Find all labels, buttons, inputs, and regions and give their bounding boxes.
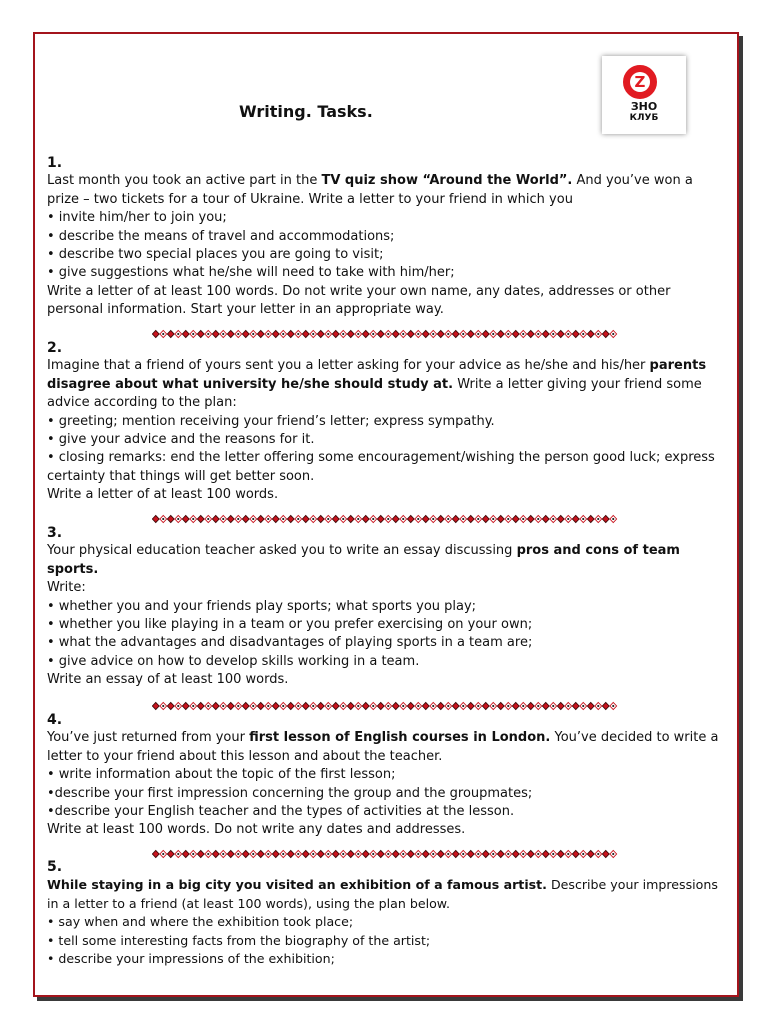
task-line: •describe your first impression concerning the group and the groupmates; bbox=[47, 785, 533, 801]
task-line: Write an essay of at least 100 words. bbox=[47, 672, 289, 688]
task-2 bbox=[47, 339, 719, 505]
page-title: Writing. Tasks. bbox=[239, 102, 373, 121]
task-intro: While staying in a big city you visited an exhibition of a famous artist. Describe your impressions in a letter to a friend (at least 100 words), using the plan below. bbox=[47, 877, 718, 911]
ornament-divider bbox=[152, 329, 618, 339]
logo-text-line2: КЛУБ bbox=[629, 113, 659, 123]
task-line: Write at least 100 words. Do not write any dates and addresses. bbox=[47, 822, 466, 838]
task-line: • describe the means of travel and accommodations; bbox=[47, 228, 395, 244]
task-line: • describe two special places you are going to visit; bbox=[47, 247, 384, 263]
task-line: Write a letter of at least 100 words. bbox=[47, 487, 279, 503]
task-line: • say when and where the exhibition took place; bbox=[47, 914, 354, 930]
task-5 bbox=[47, 858, 719, 968]
task-line: • give your advice and the reasons for it. bbox=[47, 432, 315, 448]
task-line: • give suggestions what he/she will need to take with him/her; bbox=[47, 265, 455, 281]
task-line: • describe your impressions of the exhibition; bbox=[47, 951, 335, 967]
task-line: • greeting; mention receiving your friend’s letter; express sympathy. bbox=[47, 413, 495, 429]
task-intro: Last month you took an active part in the TV quiz show “Around the World”. And you’ve won a prize – two tickets for a tour of Ukraine. Write a letter to your friend in which you bbox=[47, 173, 693, 207]
task-intro: Your physical education teacher asked you to write an essay discussing pros and cons of team sports. bbox=[47, 543, 680, 577]
logo-text-line1: ЗНО bbox=[630, 100, 658, 113]
task-3 bbox=[47, 524, 719, 690]
task-line: • give advice on how to develop skills working in a team. bbox=[47, 653, 420, 669]
task-line: • tell some interesting facts from the biography of the artist; bbox=[47, 932, 431, 948]
task-1 bbox=[47, 154, 719, 320]
task-line: Write a letter of at least 100 words. Do not write your own name, any dates, addresses or other personal information. Start your letter in an appropriate way. bbox=[47, 283, 671, 318]
task-line: • whether you and your friends play sports; what sports you play; bbox=[47, 598, 477, 614]
task-line: •describe your English teacher and the types of activities at the lesson. bbox=[47, 804, 515, 820]
task-number: 2. bbox=[47, 340, 63, 356]
task-line: • write information about the topic of the first lesson; bbox=[47, 767, 396, 783]
task-line: • what the advantages and disadvantages of playing sports in a team are; bbox=[47, 635, 533, 651]
task-line: • closing remarks: end the letter offering some encouragement/wishing the person good luck; express certainty that things will get better soon. bbox=[47, 450, 715, 484]
zno-club-logo bbox=[602, 56, 686, 134]
task-line: • whether you like playing in a team or you prefer exercising on your own; bbox=[47, 617, 533, 633]
task-number: 4. bbox=[47, 712, 63, 728]
task-intro: Imagine that a friend of yours sent you a letter asking for your advice as he/she and his/her parents disagree about what university he/she should study at. Write a letter giving your friend some advice according to the plan: bbox=[47, 358, 707, 411]
task-intro: You’ve just returned from your first lesson of English courses in London. You’ve decided to write a letter to your friend about this lesson and about the teacher. bbox=[47, 730, 719, 764]
ornament-divider bbox=[152, 514, 618, 524]
ornament-divider bbox=[152, 701, 618, 711]
task-number: 3. bbox=[47, 525, 63, 541]
task-number: 5. bbox=[47, 859, 63, 875]
task-number: 1. bbox=[47, 155, 63, 171]
task-4 bbox=[47, 711, 719, 840]
task-line: • invite him/her to join you; bbox=[47, 210, 227, 226]
logo-z-icon: Z bbox=[623, 65, 657, 99]
task-line: Write: bbox=[47, 580, 86, 596]
